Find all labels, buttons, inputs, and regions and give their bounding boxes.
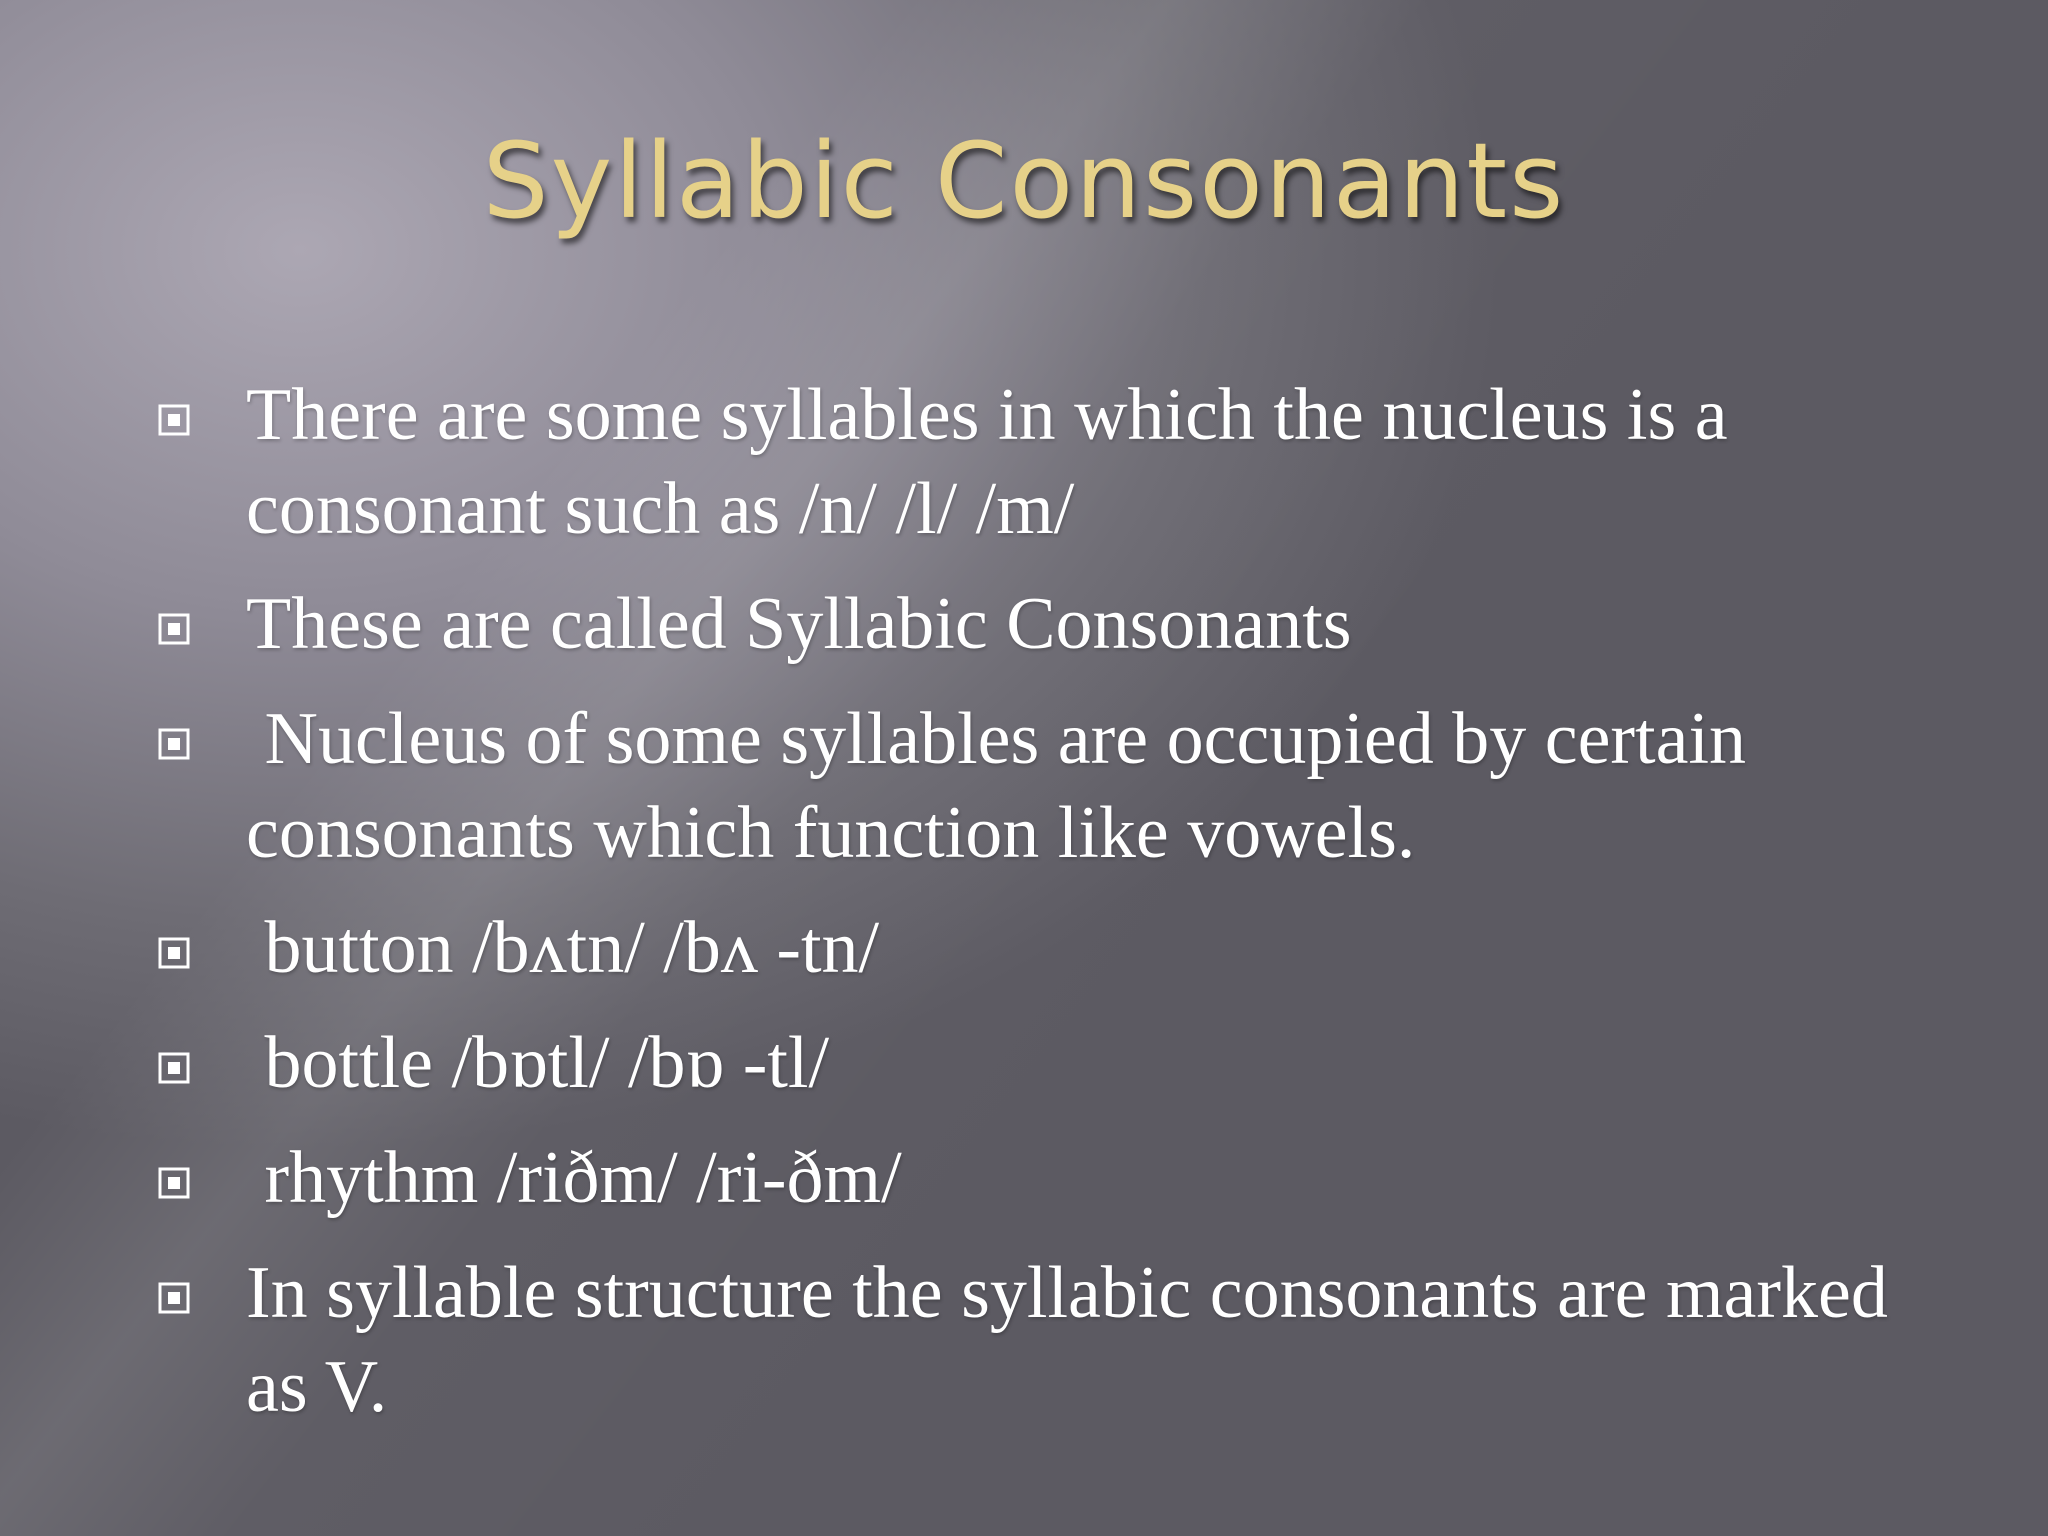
bullet-item [0, 1016, 1946, 1110]
bullet-item [0, 1246, 1946, 1434]
bullet-item [0, 901, 1946, 995]
slide-title: Syllabic Consonants [482, 120, 1566, 242]
boxed-square-icon [158, 728, 190, 760]
bullet-text: bottle /bɒtl/ /bɒ -tl/ [246, 1022, 830, 1104]
boxed-square-icon [158, 937, 190, 969]
bullet-list [0, 368, 2048, 1455]
boxed-square-icon [158, 1282, 190, 1314]
boxed-square-icon [158, 1167, 190, 1199]
bullet-text: rhythm /riðm/ /ri-ðm/ [246, 1137, 902, 1219]
bullet-item [0, 692, 1946, 880]
bullet-text: These are called Syllabic Consonants [246, 583, 1352, 665]
bullet-text: button /bʌtn/ /bʌ -tn/ [246, 907, 880, 989]
boxed-square-icon [158, 404, 190, 436]
bullet-item [0, 1131, 1946, 1225]
bullet-text: In syllable structure the syllabic consonants are marked as V. [246, 1252, 1907, 1428]
bullet-text: Nucleus of some syllables are occupied by certain consonants which function like vowels. [246, 698, 1765, 874]
boxed-square-icon [158, 613, 190, 645]
bullet-item [0, 368, 1946, 556]
bullet-item [0, 577, 1946, 671]
bullet-text: There are some syllables in which the nucleus is a consonant such as /n/ /l/ /m/ [246, 374, 1747, 550]
boxed-square-icon [158, 1052, 190, 1084]
